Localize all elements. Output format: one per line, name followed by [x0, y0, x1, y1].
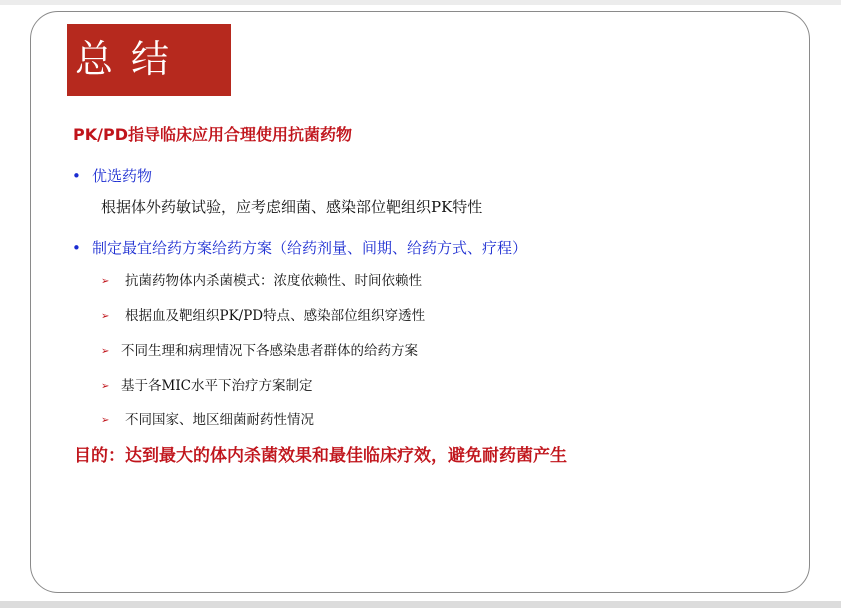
bullet-item-dosing-plan: [72, 237, 527, 258]
bullet-label: 优选药物: [92, 167, 153, 185]
bullet-icon: •: [72, 167, 81, 185]
bullet-detail: 根据体外药敏试验，应考虑细菌、感染部位靶组织PK特性: [101, 198, 483, 216]
section-heading: PK/PD指导临床应用合理使用抗菌药物: [73, 125, 352, 144]
bottom-scroll-edge: [0, 601, 841, 608]
sub-item: [101, 269, 422, 289]
arrow-bullet-icon: ➢: [101, 311, 110, 322]
bullet-item-preferred-drugs: [72, 165, 152, 186]
slide: [0, 5, 841, 601]
arrow-bullet-icon: ➢: [101, 381, 110, 392]
goal-statement: 目的：达到最大的体内杀菌效果和最佳临床疗效，避免耐药菌产生: [74, 446, 567, 466]
bullet-label: 制定最宜给药方案给药方案（给药剂量、间期、给药方式、疗程）: [92, 239, 528, 257]
sub-item: [101, 408, 314, 428]
sub-item: [101, 304, 425, 324]
sub-item-text: 根据血及靶组织PK/PD特点、感染部位组织穿透性: [125, 308, 426, 324]
title-banner: [67, 24, 231, 96]
slide-frame: [30, 11, 810, 593]
arrow-bullet-icon: ➢: [101, 276, 110, 287]
sub-item-text: 基于各MIC水平下治疗方案制定: [121, 378, 313, 394]
sub-item-text: 不同国家、地区细菌耐药性情况: [125, 412, 314, 428]
slide-title: 总结: [75, 37, 188, 81]
sub-item: [101, 339, 418, 359]
sub-item-text: 不同生理和病理情况下各感染患者群体的给药方案: [121, 343, 418, 359]
sub-item: [101, 374, 313, 394]
sub-item-text: 抗菌药物体内杀菌模式：浓度依赖性、时间依赖性: [125, 273, 422, 289]
arrow-bullet-icon: ➢: [101, 415, 110, 426]
bullet-icon: •: [72, 239, 81, 257]
arrow-bullet-icon: ➢: [101, 346, 110, 357]
